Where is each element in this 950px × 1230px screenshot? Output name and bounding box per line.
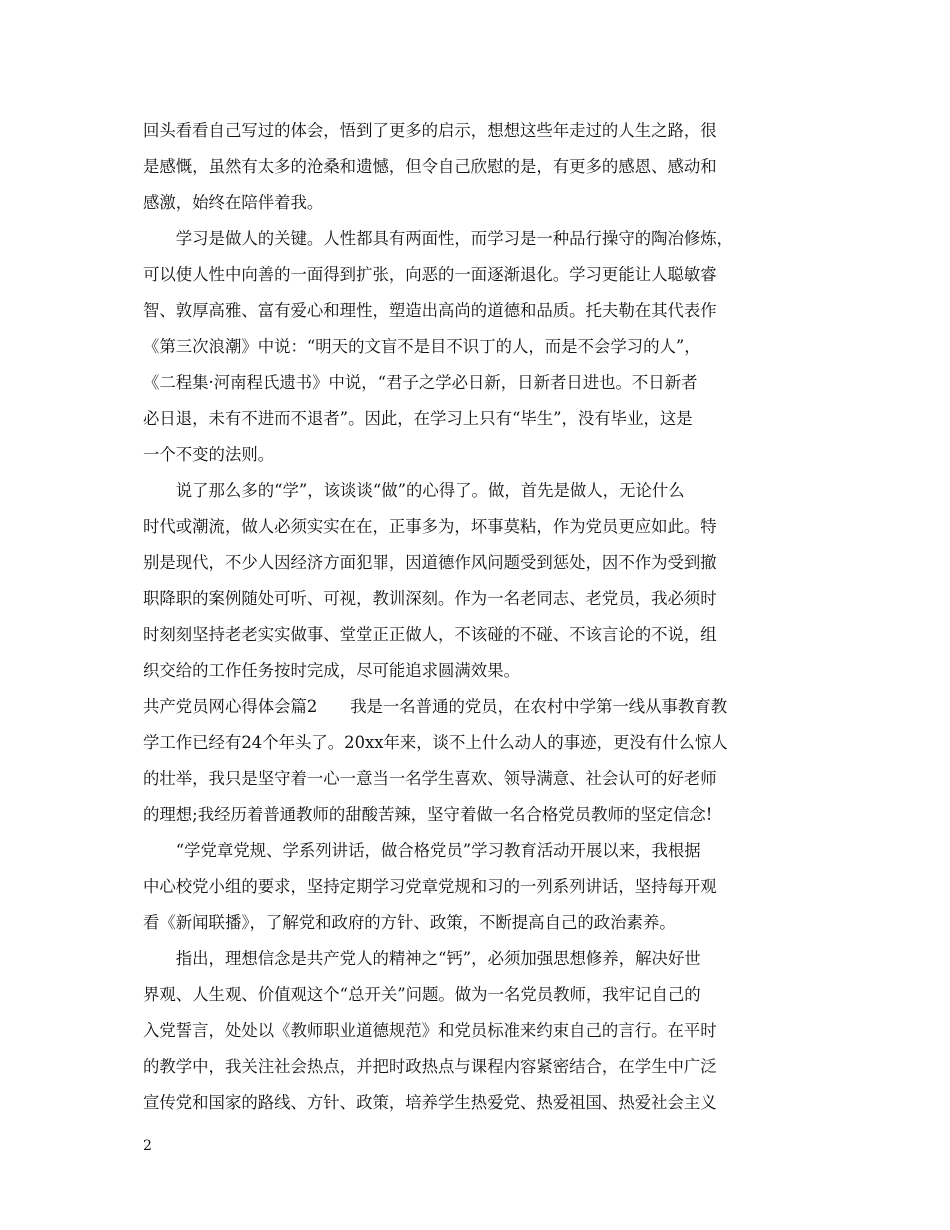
text-line: 职降职的案例随处可听、可视，教训深刻。作为一名老同志、老党员，我必须时 [143, 589, 717, 608]
text-line: 是感慨，虽然有太多的沧桑和遗憾，但令自己欣慰的是，有更多的感恩、感动和 [143, 157, 717, 176]
page-number: 2 [143, 1138, 152, 1154]
text-line: 织交给的工作任务按时完成，尽可能追求圆满效果。 [143, 661, 520, 680]
text-line: 《二程集·河南程氏遗书》中说，“君子之学必日新，日新者日进也。不日新者 [143, 373, 698, 392]
text-line: 看《新闻联播》，了解党和政府的方针、政策，不断提高自己的政治素养。 [143, 913, 676, 932]
text-line: 说了那么多的“学”，该谈谈“做”的心得了。做，首先是做人，无论什么 [143, 481, 685, 500]
text-line: 时刻刻坚持老老实实做事、堂堂正正做人，不该碰的不碰、不该言论的不说，组 [143, 625, 717, 644]
text-line: 必日退，未有不进而不退者”。因此，在学习上只有“毕生”，没有毕业，这是 [143, 409, 693, 428]
text-line: 的壮举，我只是坚守着一心一意当一名学生喜欢、领导满意、社会认可的好老师 [143, 769, 717, 788]
text-line: 的理想;我经历着普通教师的甜酸苦辣，坚守着做一名合格党员教师的坚定信念! [143, 805, 713, 824]
text-line: 宣传党和国家的路线、方针、政策，培养学生热爱党、热爱祖国、热爱社会主义 [143, 1093, 717, 1112]
text-line: 感激，始终在陪伴着我。 [143, 193, 324, 212]
text-line: 可以使人性中向善的一面得到扩张，向恶的一面逐渐退化。学习更能让人聪敏睿 [143, 265, 717, 284]
text-line: 一个不变的法则。 [143, 445, 275, 464]
text-line: 界观、人生观、价值观这个“总开关”问题。做为一名党员教师，我牢记自己的 [143, 985, 701, 1004]
text-line: 别是现代，不少人因经济方面犯罪，因道德作风问题受到惩处，因不作为受到撤 [143, 553, 717, 572]
text-line: 入党誓言，处处以《教师职业道德规范》和党员标准来约束自己的言行。在平时 [143, 1021, 717, 1040]
text-line: 中心校党小组的要求，坚持定期学习党章党规和习的一列系列讲话，坚持每开观 [143, 877, 717, 896]
text-line: 智、敦厚高雅、富有爱心和理性，塑造出高尚的道德和品质。托夫勒在其代表作 [143, 301, 717, 320]
text-line: 学工作已经有24个年头了。20xx年来，谈不上什么动人的事迹，更没有什么惊人 [143, 733, 728, 752]
section-heading-line: 共产党员网心得体会篇2 我是一名普通的党员，在农村中学第一线从事教育教 [143, 697, 728, 716]
text-line: “学党章党规、学系列讲话，做合格党员”学习教育活动开展以来，我根据 [143, 841, 701, 860]
text-line: 《第三次浪潮》中说：“明天的文盲不是目不识丁的人，而是不会学习的人”， [143, 337, 701, 356]
document-body [143, 113, 808, 1121]
text-line: 回头看看自己写过的体会，悟到了更多的启示，想想这些年走过的人生之路，很 [143, 121, 717, 140]
text-line: 指出，理想信念是共产党人的精神之“钙”，必须加强思想修养，解决好世 [143, 949, 701, 968]
text-line: 的教学中，我关注社会热点，并把时政热点与课程内容紧密结合，在学生中广泛 [143, 1057, 717, 1076]
text-line: 时代或潮流，做人必须实实在在，正事多为，坏事莫粘，作为党员更应如此。特 [143, 517, 717, 536]
text-line: 学习是做人的关键。人性都具有两面性，而学习是一种品行操守的陶冶修炼， [143, 229, 734, 248]
